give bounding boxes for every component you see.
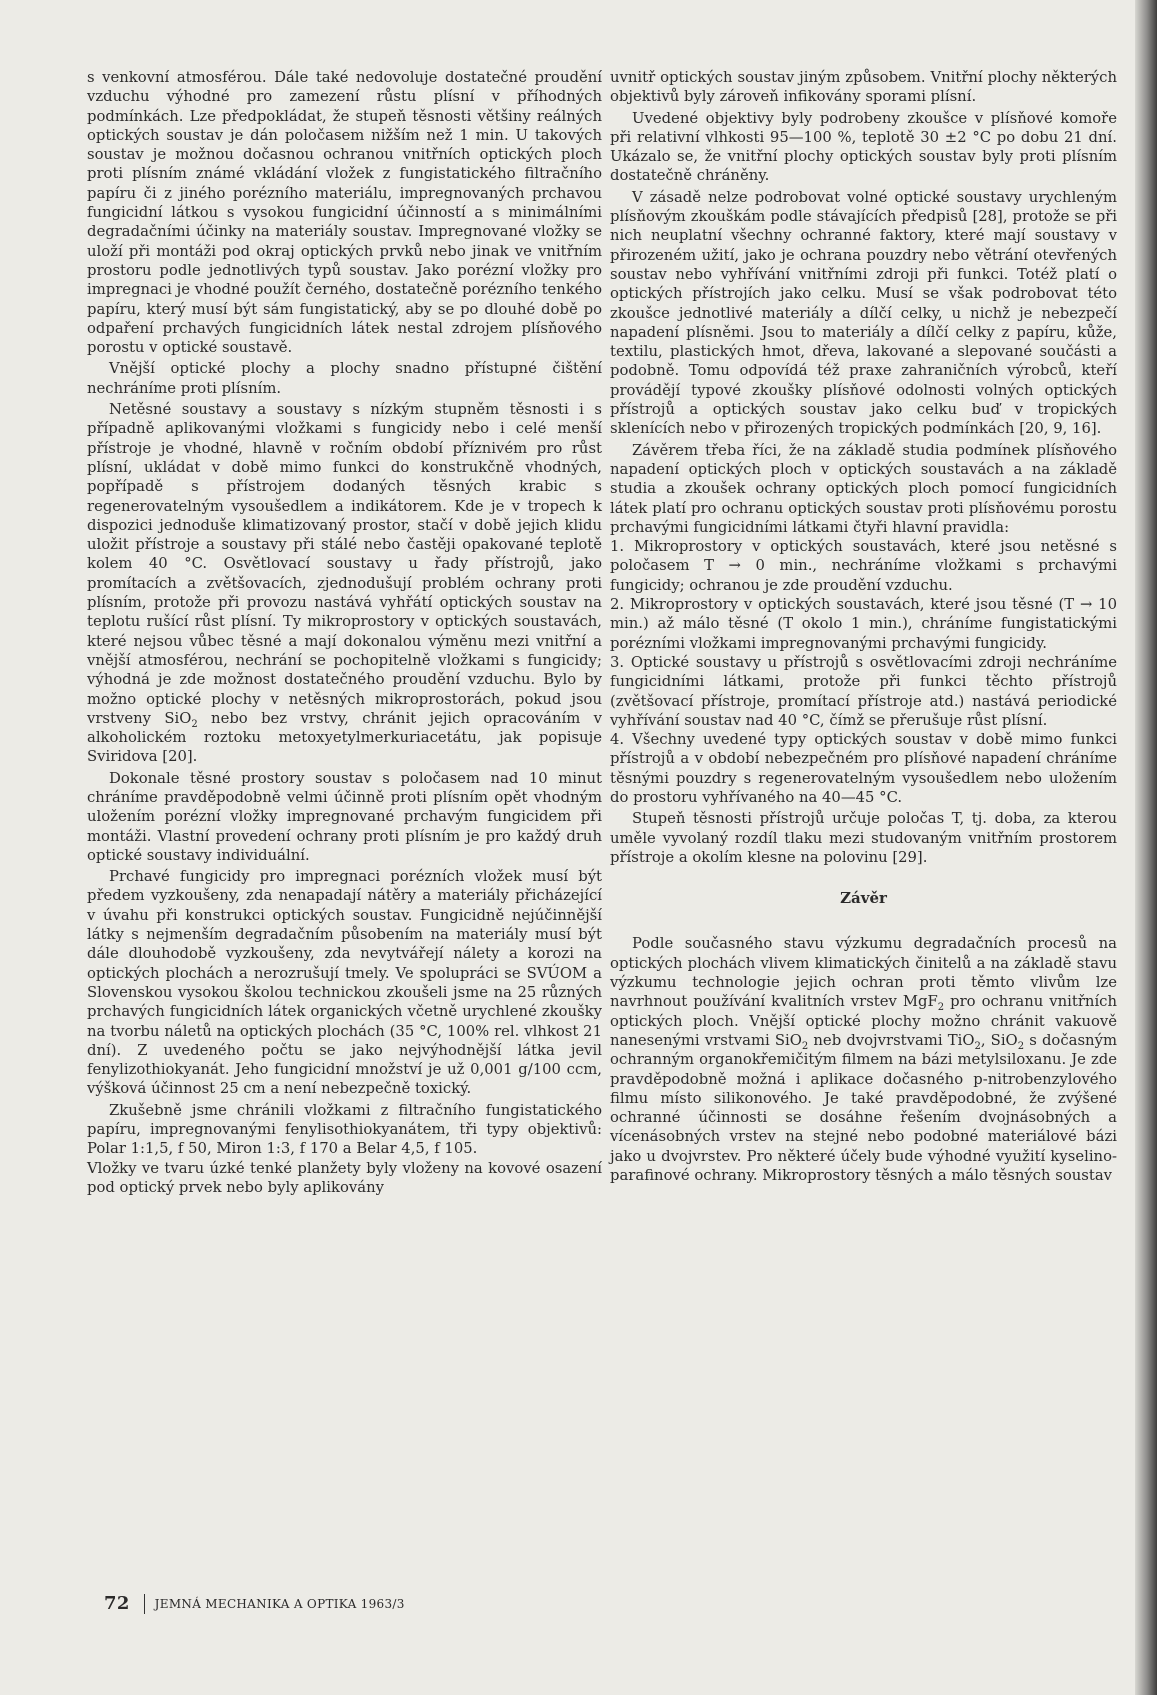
text-run: Podle současného stavu výzkumu degradačních procesů na optických plochách vlivem klimatických činitelů a na základě stavu výzkumu technologie jejich ochran proti těmto vlivům lze navrhnout používání kvalitních vrstev MgF: [610, 935, 1117, 1011]
rule-item: 1. Mikroprostory v optických soustavách, které jsou netěsné s poločasem T → 0 min., nechráníme vložkami s prchavými fungicidy; ochranou je zde proudění vzduchu.: [610, 538, 1117, 594]
section-heading: Závěr: [840, 889, 887, 908]
rule-item: 2. Mikroprostory v optických soustavách, které jsou těsné (T → 10 min.) až málo těsné (T okolo 1 min.), chráníme fungistatickými porézními vložkami impregnovanými prchavými fungicidy.: [610, 596, 1117, 652]
paragraph: Stupeň těsnosti přístrojů určuje poločas T, tj. doba, za kterou uměle vyvolaný rozdíl tlaku mezi studovaným vnitřním prostorem přístroje a okolím klesne na polovinu [29].: [610, 810, 1117, 866]
text-run: pro ochranu vnitřních optických ploch. Vnější optické plochy možno chránit vakuově nanesenými vrstvami SiO: [610, 993, 1117, 1049]
subscript: 2: [937, 1002, 945, 1014]
text-run: Netěsné soustavy a soustavy s nízkým stupněm těsnosti i s případně aplikovanými vložkami s fungicidy nebo i celé menší přístroje je vhodné, hlavně v ročním období příznivém pro růst plísní, ukládat v době mimo funkci do konstrukčně vhodných, popřípadě s přístrojem dodaných těsných krabic s regenerovatelným vysoušedlem a indikátorem. Kde je v tropech k dispozici jednoduše klimatizovaný prostor, stačí v době jejich klidu uložit přístroje a soustavy při stálé nebo častěji opakované teplotě kolem 40 °C. Osvětlovací soustavy u řady přístrojů, jako promítacích a zvětšovacích, zjednodušují problém ochrany proti plísním, protože při provozu nastává vyhřátí optických soustav na teplotu rušící růst plísní. Ty mikroprostory v optických soustavách, které nejsou vůbec těsné a mají dokonalou výměnu mezi vnitřní a vnější atmosférou, nechrání se pochopitelně vložkami s fungicidy; výhodná je zde možnost dostatečného proudění vzduchu. Bylo by možno optické plochy v netěsných mikroprostorách, pokud jsou vrstveny SiO: [87, 401, 602, 727]
footer-divider: [144, 1594, 145, 1614]
paragraph: V zásadě nelze podrobovat volné optické soustavy urychleným plísňovým zkouškám podle stávajících předpisů [28], protože se při nich neuplatní všechny ochranné faktory, které mají soustavy v přirozeném užití, jako je ochrana pouzdry nebo větrání otevřených soustav nebo vyhřívání vnitřními zdroji při funkci. Totéž platí o optických přístrojích jako celku. Musí se však podrobovat této zkoušce jednotlivé materiály a dílčí celky, u nichž je nebezpečí napadení plísněmi. Jsou to materiály a dílčí celky z papíru, kůže, textilu, plastických hmot, dřeva, lakované a slepované součásti a podobně. Tomu odpovídá též praxe zahraničních výrobců, kteří provádějí typové zkoušky plísňové odolnosti volných optických přístrojů a optických soustav jako celku buď v tropických sklenících nebo v přirozených tropických podmínkách [20, 9, 16].: [610, 188, 1117, 438]
page-number: 72: [104, 1593, 130, 1614]
left-column: [87, 68, 602, 1197]
paragraph: Uvedené objektivy byly podrobeny zkoušce v plísňové komoře při relativní vlhkosti 95—100 %, teplotě 30 ±2 °C po dobu 21 dní. Ukázalo se, že vnitřní plochy optických soustav byly proti plísním dostatečně chráněny.: [610, 109, 1117, 185]
paragraph: s venkovní atmosférou. Dále také nedovoluje dostatečné proudění vzduchu výhodné pro zamezení růstu plísní v příhodných podmínkách. Lze předpokládat, že stupeň těsnosti většiny reálných optických soustav je dán poločasem nižším než 1 min. U takových soustav je možnou dočasnou ochranou vnitřních optických ploch proti plísním známé vkládání vložek z fungistatického filtračního papíru či z jiného porézního materiálu, impregnovaných prchavou fungicidní látkou s vysokou fungicidní účinností a s minimálními degradačními účinky na materiály soustav. Impregnované vložky se uloží při montáži pod okraj optických prvků nebo jinak ve vnitřním prostoru podle jednotlivých typů soustav. Jako porézní vložky pro impregnaci je vhodné použít černého, dostatečně porézního tenkého papíru, který musí být sám fungistatický, aby se po dlouhé době po odpaření prchavých fungicidních látek nestal zdrojem plísňového porostu v optické soustavě.: [87, 69, 602, 357]
text-run: neb dvojvrstvami TiO: [808, 1031, 975, 1049]
rule-item: 3. Optické soustavy u přístrojů s osvětlovacími zdroji nechráníme fungicidními látkami, protože při funkci těchto přístrojů (zvětšovací přístroje, promítací přístroje atd.) nastává periodické vyhřívání soustav nad 40 °C, čímž se přerušuje růst plísní.: [610, 653, 1117, 729]
paragraph: uvnitř optických soustav jiným způsobem. Vnitřní plochy některých objektivů byly zároveň infikovány sporami plísní.: [610, 69, 1117, 106]
text-run: , SiO: [980, 1031, 1018, 1049]
subscript: 2: [801, 1040, 809, 1052]
rule-item: 4. Všechny uvedené typy optických soustav v době mimo funkci přístrojů a v období nebezpečném pro plísňové napadení chráníme těsnými pouzdry s regenerovatelným vysoušedlem nebo uložením do prostoru vyhřívaného na 40—45 °C.: [610, 731, 1117, 806]
paragraph: Vnější optické plochy a plochy snadno přístupné čištění nechráníme proti plísním.: [87, 360, 602, 397]
subscript: 2: [1017, 1040, 1025, 1052]
paragraph: Zkušebně jsme chránili vložkami z filtračního fungistatického papíru, impregnovanými fenylisothiokyanátem, tři typy objektivů: Polar 1:1,5, f 50, Miron 1:3, f 170 a Belar 4,5, f 105.: [87, 1101, 602, 1158]
page-spine-shadow: [1135, 0, 1157, 1695]
paragraph: [87, 400, 602, 767]
page-footer: [104, 1593, 405, 1614]
right-column: [610, 68, 1117, 1185]
journal-name: JEMNÁ MECHANIKA A OPTIKA 1963/3: [154, 1596, 405, 1611]
paragraph: [610, 934, 1117, 1185]
subscript: 2: [191, 718, 198, 730]
text-run: s dočasným ochranným organokřemičitým filmem na bázi metylsiloxanu. Je zde pravděpodobně možná i aplikace dočasného p-nitrobenzylového filmu místo silikonového. Je také pravděpodobné, že zvýšené ochranné účinnosti se dosáhne řešením dvojnásobných a vícenásobných vrstev na stejné nebo podobné materiálové bázi jako u dvojvrstev. Pro některé účely bude výhodné využití kyselino-parafinové ochrany. Mikroprostory těsných a málo těsných soustav: [610, 1031, 1117, 1185]
paragraph: Vložky ve tvaru úzké tenké planžety byly vloženy na kovové osazení pod optický prvek nebo byly aplikovány: [87, 1159, 602, 1196]
subscript: 2: [974, 1040, 981, 1052]
paragraph: Dokonale těsné prostory soustav s poločasem nad 10 minut chráníme pravděpodobně velmi účinně proti plísním opět vhodným uložením porézní vložky impregnované prchavým fungicidem při montáži. Vlastní provedení ochrany proti plísním je pro každý druh optické soustavy individuální.: [87, 769, 602, 864]
paragraph: Prchavé fungicidy pro impregnaci porézních vložek musí být předem vyzkoušeny, zda nenapadají nátěry a materiály přicházející v úvahu při konstrukci optických soustav. Fungicidně nejúčinnější látky s nejmenším degradačním působením na materiály musí být dále dlouhodobě vyzkoušeny, zda nevytvářejí nálety a korozi na optických plochách a nerozrušují tmely. Ve spolupráci se SVÚOM a Slovenskou vysokou školou technickou zkoušeli jsme na 25 různých prchavých fungicidních látek organických včetně urychlené zkoušky na tvorbu náletů na optických plochách (35 °C, 100% rel. vlhkost 21 dní). Z uvedeného počtu se jako nejvýhodnější látka jevil fenylizothiokyanát. Jeho fungicidní množství je už 0,001 g/100 ccm, výšková účinnost 25 cm a není nebezpečně toxický.: [87, 868, 602, 1098]
text-run: nebo bez vrstvy, chránit jejich opracováním v alkoholickém roztoku metoxyetylmerkuriacetátu, jak popisuje Sviridova [20].: [87, 709, 602, 766]
paragraph: Závěrem třeba říci, že na základě studia podmínek plísňového napadení optických ploch v optických soustavách a na základě studia a zkoušek ochrany optických ploch pomocí fungicidních látek platí pro ochranu optických soustav proti plísňovému porostu prchavými fungicidními látkami čtyři hlavní pravidla:: [610, 441, 1117, 536]
